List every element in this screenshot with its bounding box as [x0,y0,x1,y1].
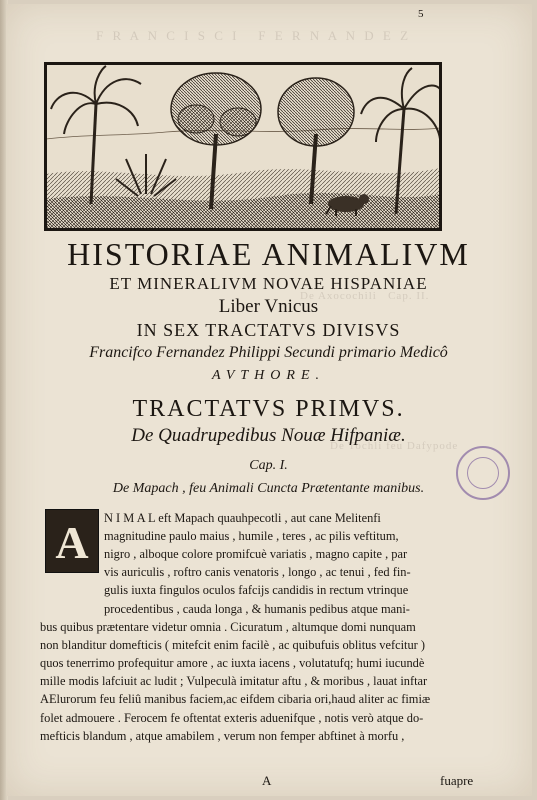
page-number: 5 [418,8,424,20]
text-line: AElurorum feu feliû manibus faciem,ac eifdem cibaria ori,haud aliter ac fimiæ [40,692,431,706]
chapter-number: Cap. I. [249,458,288,473]
text-line: folet admouere . Ferocem fe oftentat exteris aduenifque , notis verò atque do- [40,711,424,725]
text-line: magnitudine paulo maius , humile , teres , ac pilis veftitum, [104,529,399,543]
main-title: HISTORIAE ANIMALIVM [67,236,470,272]
catchword: fuapre [440,773,474,788]
signature-mark: A [262,773,272,788]
text-line: gulis iuxta fingulos oculos fafcijs candidis in rectum vtrinque [104,583,409,597]
tractatus-subject: De Quadrupedibus Nouæ Hifpaniæ. [131,425,406,446]
division-line: IN SEX TRACTATVS DIVISVS [136,320,401,340]
text-line: bus quibus prætentare videtur omnia . Cicuratum , altumque domi nunquam [40,620,416,634]
text-line: vis auriculis , roftro canis venatoris , longo , ac tenui , fed fin- [104,565,411,579]
chapter-body [40,509,480,771]
text-line: mefticis blandum , atque amabilem , verum non femper abftinet à morfu , [40,729,405,743]
text-line: procedentibus , cauda longa , & humanis pedibus atque mani- [104,602,410,616]
text-line: quos tenerrimo profequitur amore , ac iuxta iacens , volutatufq; humi iucundè [40,656,425,670]
tractatus-heading: TRACTATVS PRIMVS. [132,396,405,422]
text-line: non blanditur domefticis ( mitefcit enim facilè , ac quibufuis oblitus vefcitur ) [40,638,426,652]
book-designation: Liber Vnicus [218,296,319,317]
bleed-through-text: De Tochli feu Dafypode [330,440,459,452]
library-stamp [456,446,510,500]
authore-line: AVTHORE. [211,368,326,383]
bleed-through-text: De Axocochili Cap. II. [300,290,430,302]
subtitle: ET MINERALIVM NOVAE HISPANIAE [109,274,428,293]
bleed-through-header: F R A N C I S C I F E R N A N D E Z [96,28,412,43]
stamp-seal-icon [467,457,499,489]
chapter-title: De Mapach , feu Animali Cuncta Prætentante manibus. [112,481,425,496]
text-line: nigro , alboque colore promifcuè variatis , magno capite , par [104,547,408,561]
text-line: mille modis lafciuit ac ludit ; Vulpeculà imitatur aftu , & moribus , lauat inftar [40,674,428,688]
author-line: Francifco Fernandez Philippi Secundi primario Medicô [89,344,448,361]
woodcut-illustration [44,62,442,231]
initial-letter: A [55,517,89,568]
text-line: N I M A L eft Mapach quauhpecotli , aut cane Melitenfi [104,511,381,525]
landscape-engraving [46,64,440,229]
